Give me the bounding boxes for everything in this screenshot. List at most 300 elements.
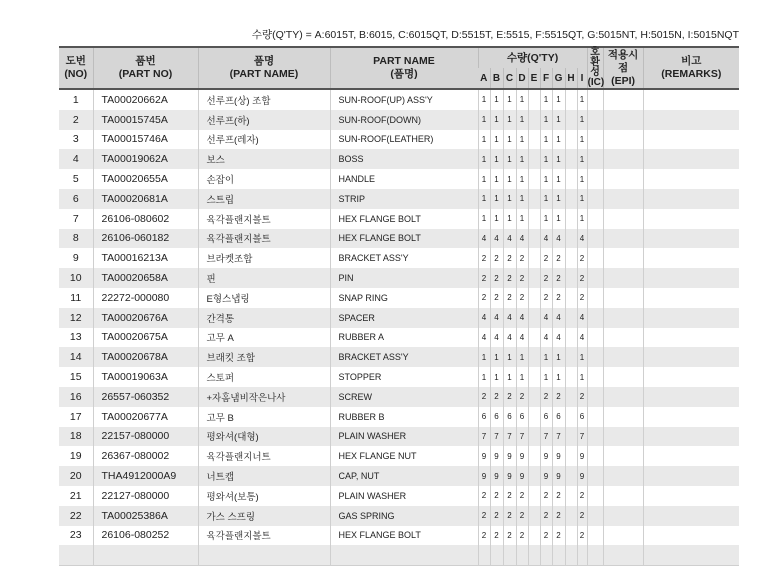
row-qty-b: 2: [490, 387, 503, 407]
row-qty-a: 4: [478, 328, 490, 348]
row-qty-h: [565, 526, 577, 546]
row-qty-c: 1: [503, 110, 516, 130]
row-part-name-ko: 손잡이: [198, 169, 330, 189]
row-part-name-en: PLAIN WASHER: [330, 427, 478, 447]
table-row: [59, 130, 739, 150]
row-qty-g: 1: [552, 347, 565, 367]
row-qty-d: 7: [516, 427, 528, 447]
row-qty-f: 1: [540, 149, 552, 169]
row-qty-a: 1: [478, 367, 490, 387]
row-qty-d: 2: [516, 288, 528, 308]
row-qty-d: 1: [516, 89, 528, 110]
row-part-name-en: HEX FLANGE BOLT: [330, 526, 478, 546]
row-part-name-en: RUBBER B: [330, 407, 478, 427]
table-header: [59, 47, 739, 89]
row-qty-e: [528, 89, 540, 110]
row-qty-i: 1: [577, 347, 587, 367]
row-part-name-ko: 육각플랜지너트: [198, 446, 330, 466]
table-row: [59, 288, 739, 308]
row-qty-b: 1: [490, 367, 503, 387]
row-part-name-en: SUN-ROOF(LEATHER): [330, 130, 478, 150]
table-row: [59, 308, 739, 328]
row-ic: [587, 229, 603, 249]
table-row: [59, 149, 739, 169]
row-part-no: TA00015746A: [93, 130, 198, 150]
row-remarks: [643, 288, 739, 308]
row-qty-c: 1: [503, 209, 516, 229]
row-qty-g: 1: [552, 89, 565, 110]
row-qty-c: 4: [503, 328, 516, 348]
row-part-no: TA00020675A: [93, 328, 198, 348]
row-qty-b: 1: [490, 149, 503, 169]
header-remarks: 비고 (REMARKS): [643, 47, 739, 89]
row-qty-b: 1: [490, 89, 503, 110]
row-qty-i: 1: [577, 130, 587, 150]
row-qty-f: 6: [540, 407, 552, 427]
row-part-name-en: PLAIN WASHER: [330, 486, 478, 506]
row-qty-f: 9: [540, 466, 552, 486]
row-part-no: 26557-060352: [93, 387, 198, 407]
table-row: [59, 347, 739, 367]
row-part-name-ko: 평와셔(대형): [198, 427, 330, 447]
row-part-no: TA00020677A: [93, 407, 198, 427]
row-qty-g: 2: [552, 506, 565, 526]
row-qty-d: 2: [516, 387, 528, 407]
row-part-name-ko: 평와셔(보통): [198, 486, 330, 506]
row-part-no: 22127-080000: [93, 486, 198, 506]
row-part-no: THA4912000A9: [93, 466, 198, 486]
row-qty-d: 9: [516, 446, 528, 466]
row-qty-f: 1: [540, 347, 552, 367]
row-part-name-ko: 육각플랜지볼트: [198, 229, 330, 249]
row-remarks: [643, 268, 739, 288]
row-part-no: TA00020658A: [93, 268, 198, 288]
row-qty-e: [528, 486, 540, 506]
row-part-no: 26106-080252: [93, 526, 198, 546]
row-epi: [603, 427, 643, 447]
header-part-no: 품번 (PART NO): [93, 47, 198, 89]
row-qty-d: 2: [516, 268, 528, 288]
row-qty-b: 4: [490, 328, 503, 348]
row-qty-b: 9: [490, 466, 503, 486]
row-part-no: 26106-080602: [93, 209, 198, 229]
row-qty-f: 2: [540, 526, 552, 546]
row-qty-i: 2: [577, 526, 587, 546]
row-qty-a: 4: [478, 308, 490, 328]
row-remarks: [643, 427, 739, 447]
row-qty-g: 2: [552, 288, 565, 308]
row-qty-a: 1: [478, 89, 490, 110]
qty-col-header-g: G: [552, 68, 565, 89]
row-qty-a: 6: [478, 407, 490, 427]
row-qty-h: [565, 308, 577, 328]
row-qty-i: 1: [577, 169, 587, 189]
row-qty-i: 1: [577, 89, 587, 110]
row-qty-g: 1: [552, 367, 565, 387]
table-row: [59, 248, 739, 268]
row-no: 21: [69, 489, 82, 502]
row-part-name-ko: 브래킷 조합: [198, 347, 330, 367]
row-qty-e: [528, 248, 540, 268]
row-part-name-en: HEX FLANGE BOLT: [330, 229, 478, 249]
row-remarks: [643, 189, 739, 209]
row-ic: [587, 89, 603, 110]
row-qty-c: 2: [503, 486, 516, 506]
row-qty-h: [565, 268, 577, 288]
row-remarks: [643, 466, 739, 486]
qty-col-header-d: D: [516, 68, 528, 89]
row-qty-e: [528, 169, 540, 189]
row-part-name-ko: 고무 A: [198, 328, 330, 348]
row-qty-i: 1: [577, 189, 587, 209]
row-qty-a: 2: [478, 248, 490, 268]
row-qty-d: 2: [516, 486, 528, 506]
row-qty-d: 1: [516, 149, 528, 169]
row-qty-b: 2: [490, 506, 503, 526]
row-qty-f: 1: [540, 189, 552, 209]
row-part-name-ko: 선루프(하): [198, 110, 330, 130]
row-qty-a: 1: [478, 347, 490, 367]
row-part-name-en: GAS SPRING: [330, 506, 478, 526]
row-qty-c: 1: [503, 130, 516, 150]
row-part-name-ko: 육각플랜지볼트: [198, 526, 330, 546]
row-no: 18: [59, 427, 93, 447]
row-qty-f: 1: [540, 169, 552, 189]
row-part-name-en: SUN-ROOF(DOWN): [330, 110, 478, 130]
row-qty-a: 1: [478, 189, 490, 209]
row-epi: [603, 387, 643, 407]
row-no: 10: [59, 268, 93, 288]
row-qty-a: 9: [478, 466, 490, 486]
row-qty-c: 9: [503, 446, 516, 466]
row-part-no: TA00020676A: [93, 308, 198, 328]
row-part-name-ko: 선루프(레자): [198, 130, 330, 150]
row-epi: [603, 466, 643, 486]
table-row: [59, 209, 739, 229]
row-no: 16: [59, 387, 93, 407]
row-part-no: TA00020662A: [93, 89, 198, 110]
row-qty-b: 6: [490, 407, 503, 427]
row-remarks: [643, 169, 739, 189]
row-qty-d: 4: [516, 229, 528, 249]
row-no: 1: [72, 93, 79, 106]
row-qty-c: 7: [503, 427, 516, 447]
row-part-no: 26106-060182: [93, 229, 198, 249]
row-qty-f: 1: [540, 209, 552, 229]
row-qty-d: 1: [516, 110, 528, 130]
row-qty-g: 2: [552, 526, 565, 546]
row-remarks: [643, 367, 739, 387]
row-part-name-en: PIN: [330, 268, 478, 288]
row-qty-g: 1: [552, 110, 565, 130]
row-qty-h: [565, 466, 577, 486]
row-qty-g: 6: [552, 407, 565, 427]
row-qty-a: 1: [478, 130, 490, 150]
row-qty-c: 1: [503, 149, 516, 169]
row-qty-i: 4: [577, 229, 587, 249]
row-no: 22: [59, 506, 93, 526]
row-qty-h: [565, 407, 577, 427]
row-qty-i: 6: [577, 407, 587, 427]
row-part-name-ko: E형스냅링: [198, 288, 330, 308]
row-part-name-en: BOSS: [330, 149, 478, 169]
row-epi: [603, 506, 643, 526]
row-qty-e: [528, 110, 540, 130]
row-ic: [587, 149, 603, 169]
row-no: 5: [72, 173, 79, 186]
row-part-name-en: SUN-ROOF(UP) ASS'Y: [330, 89, 478, 110]
row-qty-b: 1: [490, 110, 503, 130]
row-ic: [587, 209, 603, 229]
row-part-no: 22272-000080: [93, 288, 198, 308]
row-qty-f: 2: [540, 268, 552, 288]
header-part-name-ko: 품명 (PART NAME): [198, 47, 330, 89]
row-qty-f: 4: [540, 229, 552, 249]
header-epi: 적용시점 (EPI): [603, 47, 643, 89]
row-qty-d: 6: [516, 407, 528, 427]
row-ic: [587, 347, 603, 367]
row-no: 3: [72, 133, 79, 146]
row-qty-i: 2: [577, 288, 587, 308]
row-qty-e: [528, 288, 540, 308]
row-qty-h: [565, 149, 577, 169]
row-epi: [603, 248, 643, 268]
table-row: [59, 229, 739, 249]
row-ic: [587, 268, 603, 288]
row-part-name-ko: 보스: [198, 149, 330, 169]
row-qty-i: 2: [577, 486, 587, 506]
row-no: 9: [72, 252, 79, 265]
row-ic: [587, 427, 603, 447]
row-remarks: [643, 446, 739, 466]
parts-table: [59, 46, 739, 566]
row-qty-e: [528, 466, 540, 486]
row-qty-d: 2: [516, 248, 528, 268]
row-qty-b: 1: [490, 209, 503, 229]
row-epi: [603, 209, 643, 229]
row-qty-c: 2: [503, 387, 516, 407]
row-qty-h: [565, 189, 577, 209]
table-row: [59, 387, 739, 407]
row-qty-b: 1: [490, 169, 503, 189]
row-part-name-ko: +자홈냄비작은나사: [198, 387, 330, 407]
row-qty-i: 2: [577, 387, 587, 407]
qty-col-header-h: H: [565, 68, 577, 89]
row-qty-g: 1: [552, 130, 565, 150]
row-qty-e: [528, 407, 540, 427]
row-ic: [587, 130, 603, 150]
row-qty-a: 2: [478, 526, 490, 546]
row-qty-i: 9: [577, 466, 587, 486]
table-row: [59, 446, 739, 466]
qty-col-header-e: E: [528, 68, 540, 89]
row-qty-b: 4: [490, 229, 503, 249]
row-qty-g: 7: [552, 427, 565, 447]
row-ic: [587, 446, 603, 466]
row-remarks: [643, 229, 739, 249]
row-epi: [603, 189, 643, 209]
row-qty-c: 2: [503, 526, 516, 546]
qty-col-header-i: I: [577, 68, 587, 89]
row-qty-h: [565, 506, 577, 526]
row-qty-a: 7: [478, 427, 490, 447]
row-remarks: [643, 526, 739, 546]
qty-col-header-c: C: [503, 68, 516, 89]
row-qty-b: 2: [490, 268, 503, 288]
table-row: [59, 268, 739, 288]
row-part-name-ko: 핀: [198, 268, 330, 288]
row-no: 23: [69, 529, 82, 542]
row-qty-c: 2: [503, 248, 516, 268]
row-qty-b: 1: [490, 130, 503, 150]
row-qty-e: [528, 130, 540, 150]
row-qty-g: 1: [552, 189, 565, 209]
table-row: [59, 427, 739, 447]
row-qty-e: [528, 328, 540, 348]
row-qty-d: 4: [516, 308, 528, 328]
row-qty-a: 1: [478, 209, 490, 229]
row-qty-f: 2: [540, 288, 552, 308]
table-row: [59, 89, 739, 110]
row-part-name-en: CAP, NUT: [330, 466, 478, 486]
table-row: [59, 367, 739, 387]
row-qty-i: 7: [577, 427, 587, 447]
row-qty-f: 1: [540, 130, 552, 150]
table-row: [59, 486, 739, 506]
row-qty-f: 4: [540, 308, 552, 328]
row-qty-a: 2: [478, 387, 490, 407]
row-ic: [587, 169, 603, 189]
row-qty-b: 2: [490, 526, 503, 546]
row-qty-g: 2: [552, 387, 565, 407]
row-qty-b: 4: [490, 308, 503, 328]
row-qty-i: 2: [577, 268, 587, 288]
table-body: [59, 89, 739, 566]
row-part-name-en: SNAP RING: [330, 288, 478, 308]
row-qty-h: [565, 229, 577, 249]
row-qty-c: 1: [503, 347, 516, 367]
row-qty-f: 2: [540, 248, 552, 268]
row-qty-i: 2: [577, 506, 587, 526]
header-part-name-en: PART NAME (품명): [330, 47, 478, 89]
row-qty-a: 9: [478, 446, 490, 466]
row-remarks: [643, 89, 739, 110]
row-qty-d: 1: [516, 347, 528, 367]
row-qty-c: 1: [503, 189, 516, 209]
row-qty-c: 2: [503, 506, 516, 526]
table-row: [59, 169, 739, 189]
row-qty-g: 4: [552, 229, 565, 249]
row-qty-i: 1: [577, 367, 587, 387]
row-ic: [587, 288, 603, 308]
row-remarks: [643, 407, 739, 427]
row-qty-a: 2: [478, 288, 490, 308]
row-part-name-en: RUBBER A: [330, 328, 478, 348]
row-qty-h: [565, 347, 577, 367]
row-qty-e: [528, 189, 540, 209]
row-part-no: 26367-080002: [93, 446, 198, 466]
header-ic: 호 환 성 (IC): [587, 47, 605, 88]
row-qty-a: 4: [478, 229, 490, 249]
qty-col-header-f: F: [540, 68, 552, 89]
row-qty-e: [528, 427, 540, 447]
row-remarks: [643, 506, 739, 526]
row-ic: [587, 466, 603, 486]
row-remarks: [643, 308, 739, 328]
row-qty-c: 2: [503, 268, 516, 288]
qty-col-header-b: B: [490, 68, 503, 89]
qty-legend: 수량(Q'TY) = A:6015T, B:6015, C:6015QT, D:5515T, E:5515, F:5515QT, G:5015NT, H:5015N, I:5015NQT: [251, 29, 739, 41]
row-qty-b: 1: [490, 189, 503, 209]
row-qty-e: [528, 268, 540, 288]
row-qty-g: 2: [552, 268, 565, 288]
row-epi: [603, 486, 643, 506]
row-qty-h: [565, 328, 577, 348]
row-qty-h: [565, 248, 577, 268]
row-qty-h: [565, 130, 577, 150]
row-qty-a: 2: [478, 486, 490, 506]
row-qty-h: [565, 89, 577, 110]
row-epi: [603, 288, 643, 308]
row-part-no: TA00020681A: [93, 189, 198, 209]
row-qty-f: 1: [540, 89, 552, 110]
row-part-no: 22157-080000: [93, 427, 198, 447]
row-qty-a: 2: [478, 506, 490, 526]
row-qty-b: 9: [490, 446, 503, 466]
row-qty-a: 1: [478, 169, 490, 189]
row-remarks: [643, 209, 739, 229]
row-part-name-ko: 간격통: [198, 308, 330, 328]
row-qty-h: [565, 367, 577, 387]
row-qty-h: [565, 169, 577, 189]
row-qty-g: 2: [552, 248, 565, 268]
row-qty-i: 1: [577, 110, 587, 130]
row-qty-g: 1: [552, 149, 565, 169]
row-qty-d: 1: [516, 189, 528, 209]
table-row: [59, 110, 739, 130]
row-part-name-ko: 고무 B: [198, 407, 330, 427]
row-qty-a: 1: [478, 110, 490, 130]
row-part-name-ko: 선루프(상) 조합: [198, 89, 330, 110]
row-qty-d: 1: [516, 169, 528, 189]
row-qty-h: [565, 288, 577, 308]
row-part-name-en: SCREW: [330, 387, 478, 407]
row-remarks: [643, 347, 739, 367]
row-qty-i: 4: [577, 308, 587, 328]
row-no: 13: [69, 331, 82, 344]
row-qty-i: 1: [577, 209, 587, 229]
row-epi: [603, 130, 643, 150]
row-ic: [587, 248, 603, 268]
row-part-name-en: HANDLE: [330, 169, 478, 189]
row-epi: [603, 229, 643, 249]
row-qty-f: 9: [540, 446, 552, 466]
row-qty-h: [565, 446, 577, 466]
row-qty-g: 4: [552, 308, 565, 328]
row-qty-f: 7: [540, 427, 552, 447]
row-part-name-ko: 너트캡: [198, 466, 330, 486]
row-remarks: [643, 328, 739, 348]
row-epi: [603, 268, 643, 288]
row-qty-b: 2: [490, 486, 503, 506]
row-qty-b: 2: [490, 248, 503, 268]
row-qty-h: [565, 486, 577, 506]
row-no: 12: [59, 308, 93, 328]
row-part-no: TA00019063A: [93, 367, 198, 387]
table-row: [59, 526, 739, 546]
row-qty-d: 1: [516, 130, 528, 150]
row-qty-f: 2: [540, 387, 552, 407]
